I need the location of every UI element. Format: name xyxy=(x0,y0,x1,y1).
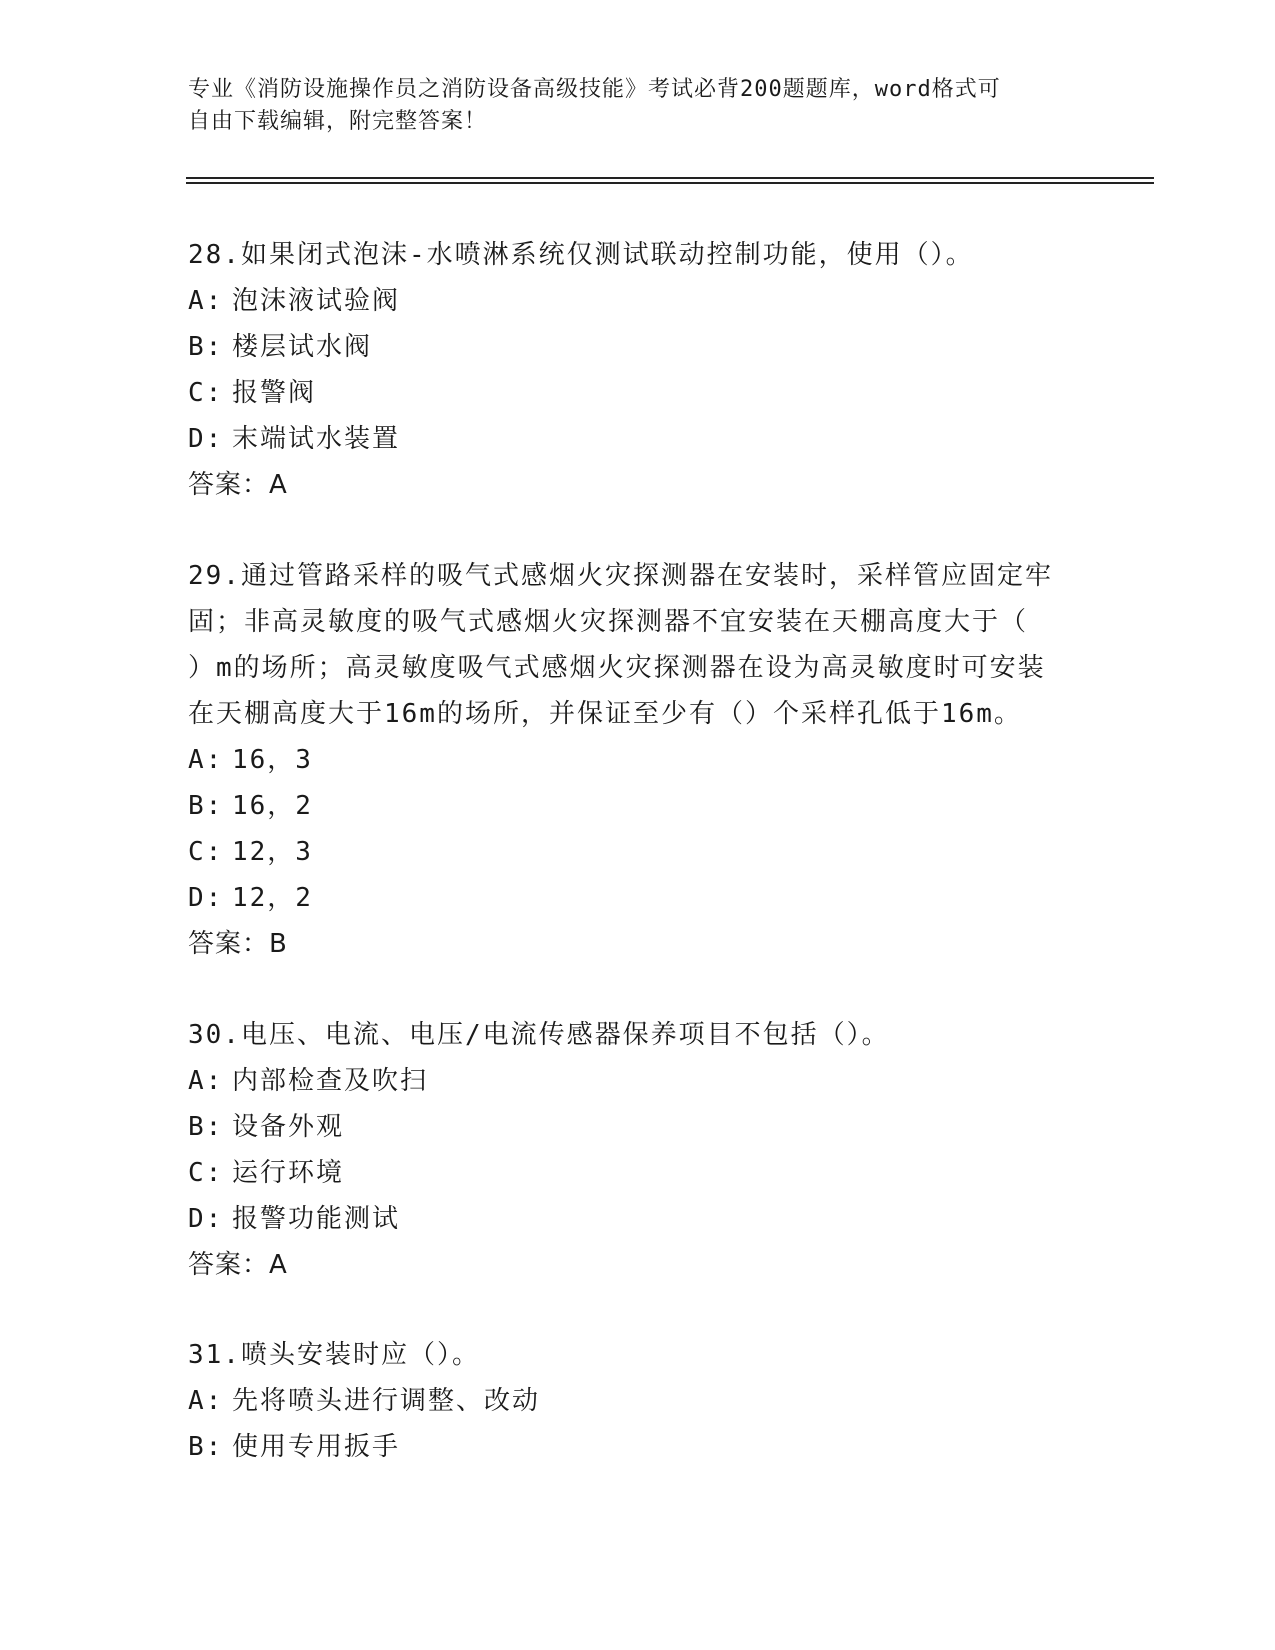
option-text: 12，2 xyxy=(232,883,313,913)
answer-line: 答案：B xyxy=(188,929,288,959)
option-c xyxy=(188,1150,1088,1196)
option-b xyxy=(188,1424,1088,1470)
option-letter: A: xyxy=(188,1386,224,1416)
option-letter: D: xyxy=(188,424,224,454)
option-text: 12，3 xyxy=(232,837,313,867)
option-letter: A: xyxy=(188,745,224,775)
header-line-1: 专业《消防设施操作员之消防设备高级技能》考试必背200题题库，word格式可 xyxy=(188,77,1001,102)
question-stem: 31.喷头安装时应（）。 xyxy=(188,1340,480,1370)
option-letter: B: xyxy=(188,1112,224,1142)
option-text: 设备外观 xyxy=(232,1112,345,1142)
question-stem-line-2: 固；非高灵敏度的吸气式感烟火灾探测器不宜安装在天棚高度大于（ xyxy=(188,607,1029,637)
option-text: 报警阀 xyxy=(232,378,317,408)
option-c xyxy=(188,829,1088,875)
option-text: 泡沫液试验阀 xyxy=(232,286,401,316)
option-letter: B: xyxy=(188,791,224,821)
option-d xyxy=(188,416,1088,462)
option-text: 16，3 xyxy=(232,745,313,775)
header-divider-top xyxy=(186,177,1154,179)
option-text: 内部检查及吹扫 xyxy=(232,1066,429,1096)
question-stem-line-1: 29.通过管路采样的吸气式感烟火灾探测器在安装时，采样管应固定牢 xyxy=(188,561,1053,591)
option-letter: C: xyxy=(188,378,224,408)
option-b xyxy=(188,783,1088,829)
option-a xyxy=(188,1058,1088,1104)
question-28 xyxy=(188,232,1088,508)
question-stem-line-4: 在天棚高度大于16m的场所，并保证至少有（）个采样孔低于16m。 xyxy=(188,699,1022,729)
option-b xyxy=(188,1104,1088,1150)
option-letter: B: xyxy=(188,1432,224,1462)
option-b xyxy=(188,324,1088,370)
option-text: 运行环境 xyxy=(232,1158,345,1188)
option-letter: D: xyxy=(188,883,224,913)
answer-line: 答案：A xyxy=(188,470,288,500)
option-a xyxy=(188,278,1088,324)
option-a xyxy=(188,1378,1088,1424)
question-30 xyxy=(188,1012,1088,1288)
answer-line: 答案：A xyxy=(188,1250,288,1280)
option-letter: C: xyxy=(188,1158,224,1188)
question-31 xyxy=(188,1332,1088,1470)
option-text: 使用专用扳手 xyxy=(232,1432,401,1462)
question-stem: 28.如果闭式泡沫-水喷淋系统仅测试联动控制功能，使用（）。 xyxy=(188,240,974,270)
option-letter: D: xyxy=(188,1204,224,1234)
option-c xyxy=(188,370,1088,416)
option-letter: C: xyxy=(188,837,224,867)
question-29 xyxy=(188,553,1088,967)
option-letter: B: xyxy=(188,332,224,362)
option-text: 先将喷头进行调整、改动 xyxy=(232,1386,541,1416)
option-text: 16，2 xyxy=(232,791,313,821)
header-divider-bottom xyxy=(186,182,1154,184)
option-d xyxy=(188,1196,1088,1242)
option-letter: A: xyxy=(188,1066,224,1096)
document-header xyxy=(188,74,1068,138)
header-line-2: 自由下载编辑，附完整答案！ xyxy=(188,109,488,134)
question-stem-line-3: ）m的场所；高灵敏度吸气式感烟火灾探测器在设为高灵敏度时可安装 xyxy=(188,653,1046,683)
option-a xyxy=(188,737,1088,783)
question-stem: 30.电压、电流、电压/电流传感器保养项目不包括（）。 xyxy=(188,1020,890,1050)
option-letter: A: xyxy=(188,286,224,316)
option-text: 楼层试水阀 xyxy=(232,332,373,362)
option-d xyxy=(188,875,1088,921)
option-text: 报警功能测试 xyxy=(232,1204,401,1234)
option-text: 末端试水装置 xyxy=(232,424,401,454)
